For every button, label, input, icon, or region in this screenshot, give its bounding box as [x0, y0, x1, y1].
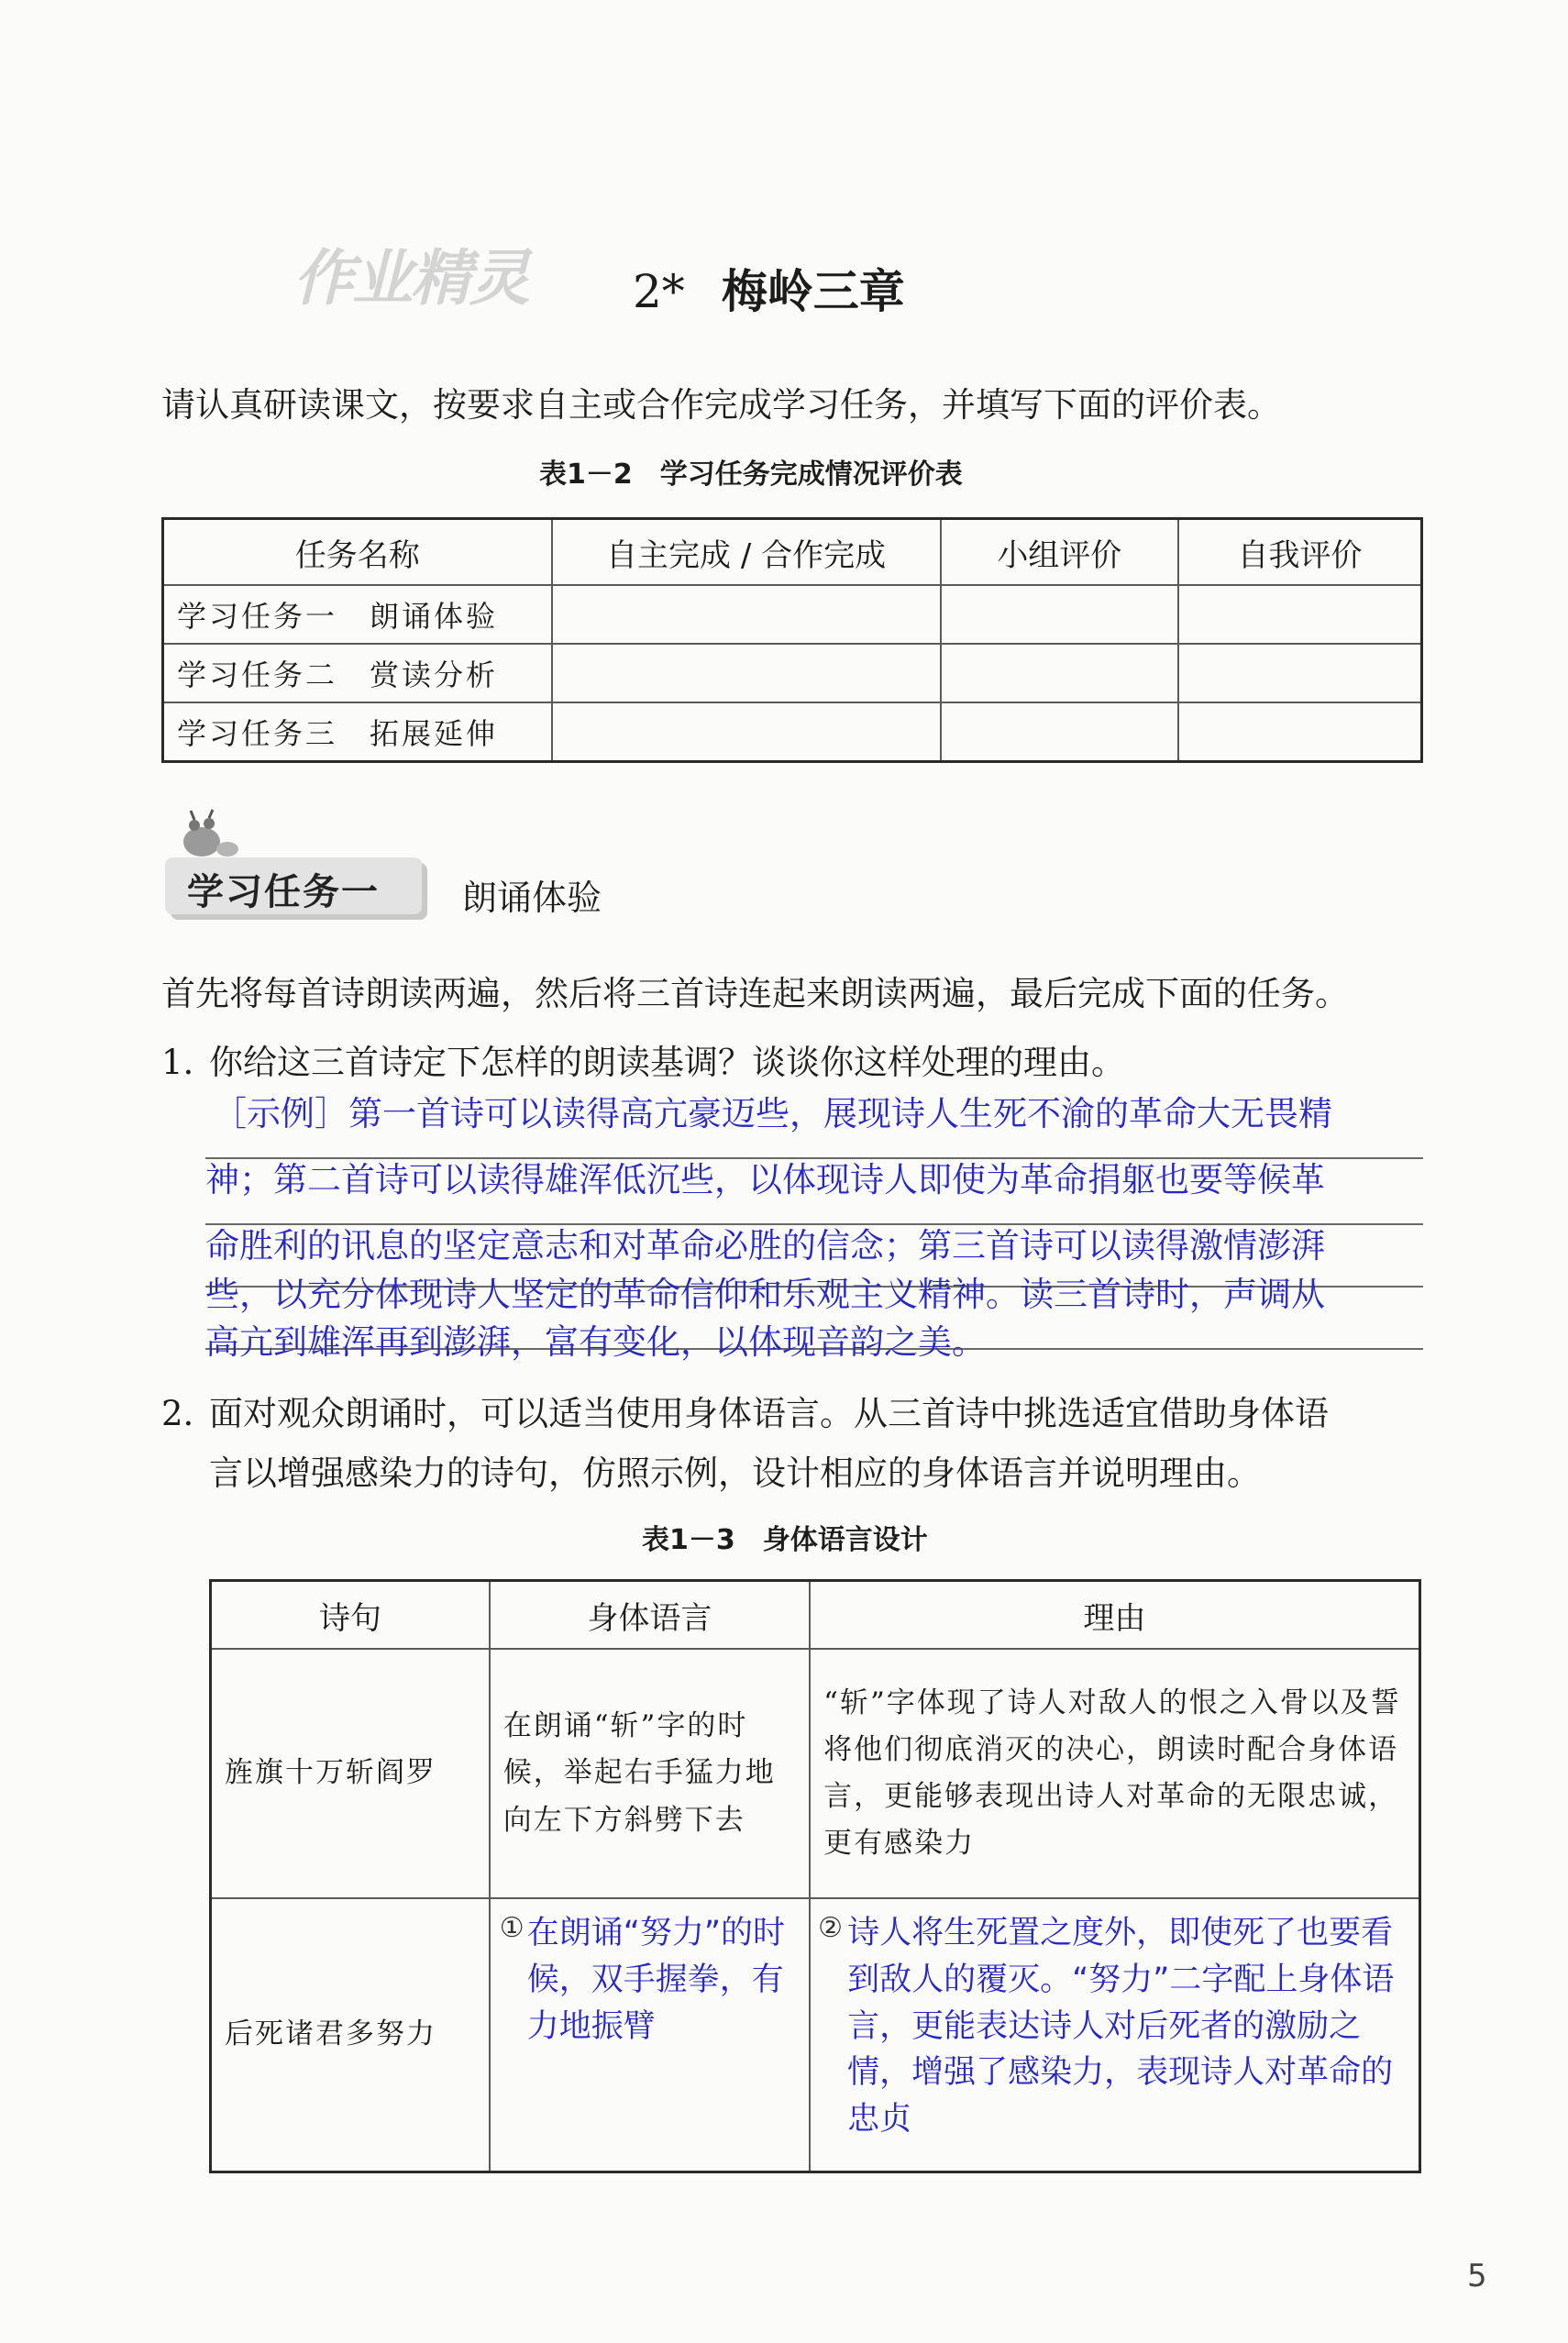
- intro-text: 请认真研读课文，按要求自主或合作完成学习任务，并填写下面的评价表。: [161, 385, 1281, 425]
- table-row: [163, 702, 1422, 762]
- group-eval-cell[interactable]: [941, 702, 1178, 762]
- instruction-text: 首先将每首诗朗读两遍，然后将三首诗连起来朗读两遍，最后完成下面的任务。: [161, 974, 1349, 1013]
- chapter-number: 2*: [633, 265, 685, 318]
- table-row: [163, 585, 1422, 644]
- q1-answer-line: 神；第二首诗可以读得雄浑低沉些，以体现诗人即使为革命捐躯也要等候革: [205, 1160, 1325, 1199]
- table-row: [211, 1898, 1420, 2172]
- table12-caption: 表1－2 学习任务完成情况评价表: [539, 459, 963, 491]
- completion-mode-cell[interactable]: [552, 644, 941, 702]
- answer-marker-1: ①: [499, 1912, 525, 1944]
- header-group-eval: 小组评价: [941, 519, 1178, 586]
- answer-line: [205, 1157, 1423, 1159]
- section-title: 朗诵体验: [462, 878, 602, 918]
- q1-answer-line: 高亢到雄浑再到澎湃，富有变化，以体现音韵之美。: [205, 1322, 986, 1362]
- q1-answer-line: 些，以充分体现诗人坚定的革命信仰和乐观主义精神。读三首诗时，声调从: [205, 1275, 1325, 1314]
- evaluation-table: [161, 517, 1423, 763]
- answer-marker-2: ②: [818, 1912, 843, 1944]
- section-tag: [165, 857, 431, 923]
- header-task-name: 任务名称: [163, 519, 552, 586]
- completion-mode-cell[interactable]: [552, 585, 941, 644]
- table-header-row: [163, 519, 1422, 586]
- self-eval-cell[interactable]: [1178, 644, 1421, 702]
- q2-text-line1: 面对观众朗诵时，可以适当使用身体语言。从三首诗中挑选适宜借助身体语: [209, 1394, 1329, 1433]
- group-eval-cell[interactable]: [941, 644, 1178, 702]
- q2-text-line2: 言以增强感染力的诗句，仿照示例，设计相应的身体语言并说明理由。: [209, 1453, 1261, 1493]
- completion-mode-cell[interactable]: [552, 702, 941, 762]
- group-eval-cell[interactable]: [941, 585, 1178, 644]
- task-name-cell: 学习任务三 拓展延伸: [163, 702, 552, 762]
- answer-body-cell[interactable]: [490, 1898, 810, 2172]
- q1-text: 你给这三首诗定下怎样的朗读基调？谈谈你这样处理的理由。: [209, 1043, 1125, 1082]
- self-eval-cell[interactable]: [1178, 585, 1421, 644]
- header-poem-line: 诗句: [211, 1581, 490, 1650]
- mascot-icon: [176, 809, 240, 860]
- header-self-eval: 自我评价: [1178, 519, 1421, 586]
- q1-number: 1.: [161, 1043, 194, 1082]
- answer-reason-cell[interactable]: [810, 1898, 1419, 2172]
- table-row: [163, 644, 1422, 702]
- task-name-cell: 学习任务二 赏读分析: [163, 644, 552, 702]
- chapter-title: 梅岭三章: [721, 265, 905, 318]
- task-name-cell: 学习任务一 朗诵体验: [163, 585, 552, 644]
- example-reason-cell: “斩”字体现了诗人对敌人的恨之入骨以及誓将他们彻底消灭的决心，朗读时配合身体语言，更能够表现出诗人对革命的无限忠诚，更有感染力: [810, 1649, 1419, 1898]
- header-completion-mode: 自主完成 / 合作完成: [552, 519, 941, 586]
- example-poem-cell: 旌旗十万斩阎罗: [211, 1649, 490, 1898]
- page-number: 5: [1467, 2258, 1487, 2294]
- table-row: [211, 1649, 1420, 1898]
- answer-reason-text: 诗人将生死置之度外，即使死了也要看到敌人的覆灭。“努力”二字配上身体语言，更能表达诗人对后死者的激励之情，增强了感染力，表现诗人对革命的忠贞: [847, 1915, 1395, 2138]
- section-tag-label: 学习任务一: [187, 871, 380, 913]
- answer-line: [205, 1223, 1423, 1225]
- chapter-heading: [633, 255, 905, 321]
- body-language-table: [209, 1579, 1421, 2173]
- table13-caption: 表1－3 身体语言设计: [642, 1524, 928, 1556]
- header-reason: 理由: [810, 1581, 1419, 1650]
- watermark-logo: 作业精灵: [293, 243, 528, 314]
- table-header-row: [211, 1581, 1420, 1650]
- example-body-cell: 在朗诵“斩”字的时候，举起右手猛力地向左下方斜劈下去: [490, 1649, 810, 1898]
- q1-answer-line: 命胜利的讯息的坚定意志和对革命必胜的信念；第三首诗可以读得激情澎湃: [205, 1226, 1325, 1265]
- answer-poem-cell: 后死诸君多努力: [211, 1898, 490, 2172]
- answer-body-text: 在朗诵“努力”的时候，双手握拳，有力地振臂: [526, 1915, 785, 2045]
- header-body-language: 身体语言: [490, 1581, 810, 1650]
- q1-answer-line: ［示例］第一首诗可以读得高亢豪迈些，展现诗人生死不渝的革命大无畏精: [213, 1094, 1332, 1133]
- q2-number: 2.: [161, 1394, 194, 1433]
- self-eval-cell[interactable]: [1178, 702, 1421, 762]
